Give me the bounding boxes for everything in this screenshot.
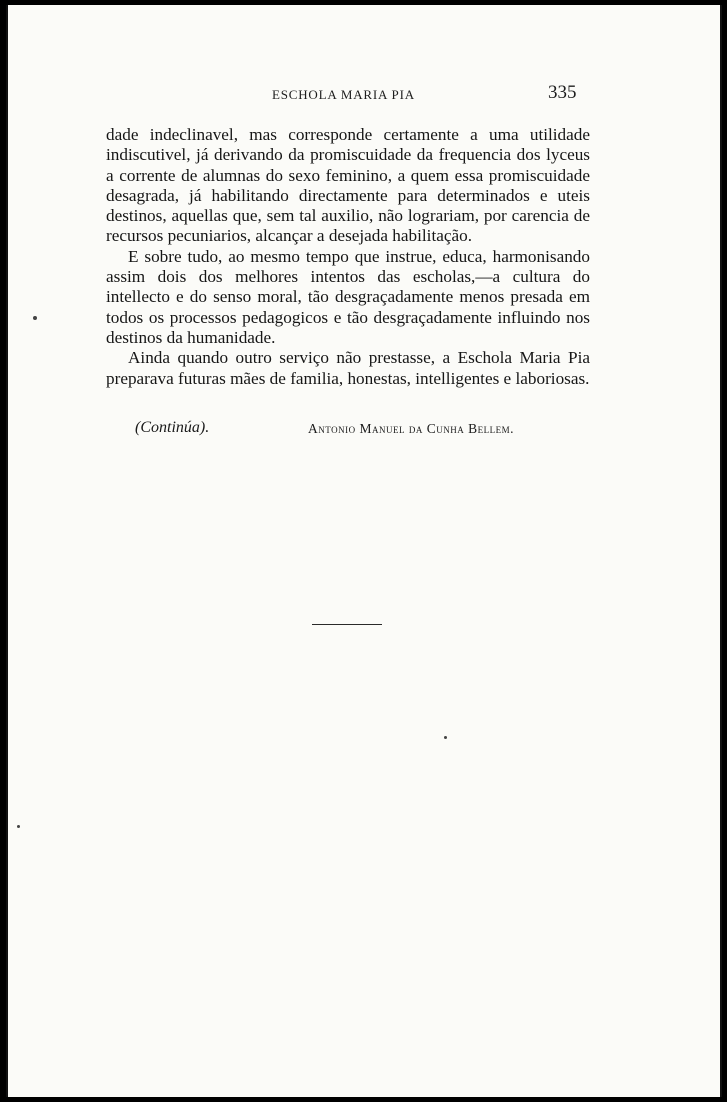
running-title: ESCHOLA MARIA PIA — [272, 87, 415, 102]
author-signature: Antonio Manuel da Cunha Bellem. — [308, 421, 514, 436]
paragraph: E sobre tudo, ao mesmo tempo que instrue, educa, harmonisando assim dois dos melhores intentos das escholas,—a cultura do intellecto e do senso moral, tão desgraçadamente menos presada em todos os processos pedagogicos e tão desgraçadamente influindo nos destinos da humanidade. — [106, 246, 590, 347]
bleed-through-shadow — [138, 455, 598, 719]
continuation-note: (Continúa). — [135, 419, 210, 436]
ink-speck — [444, 736, 447, 739]
body-text — [106, 125, 590, 389]
ink-speck — [17, 825, 20, 828]
paragraph: dade indeclinavel, mas corresponde certamente a uma utilidade indiscutivel, já derivando da promiscuidade da frequencia dos lyceus a corrente de alumnas do sexo feminino, a quem essa promiscuidade desagrada, já habilitando directamente para determinados e uteis destinos, aquellas que, sem tal auxilio, não lograriam, por carencia de recursos pecuniarios, alcançar a desejada habilitação. — [106, 125, 590, 246]
section-divider — [312, 624, 382, 625]
page-number: 335 — [548, 82, 577, 103]
ink-speck — [33, 316, 37, 320]
book-page — [6, 5, 722, 1097]
paragraph: Ainda quando outro serviço não prestasse, a Eschola Maria Pia preparava futuras mães de familia, honestas, intelligentes e laboriosas. — [106, 348, 590, 388]
